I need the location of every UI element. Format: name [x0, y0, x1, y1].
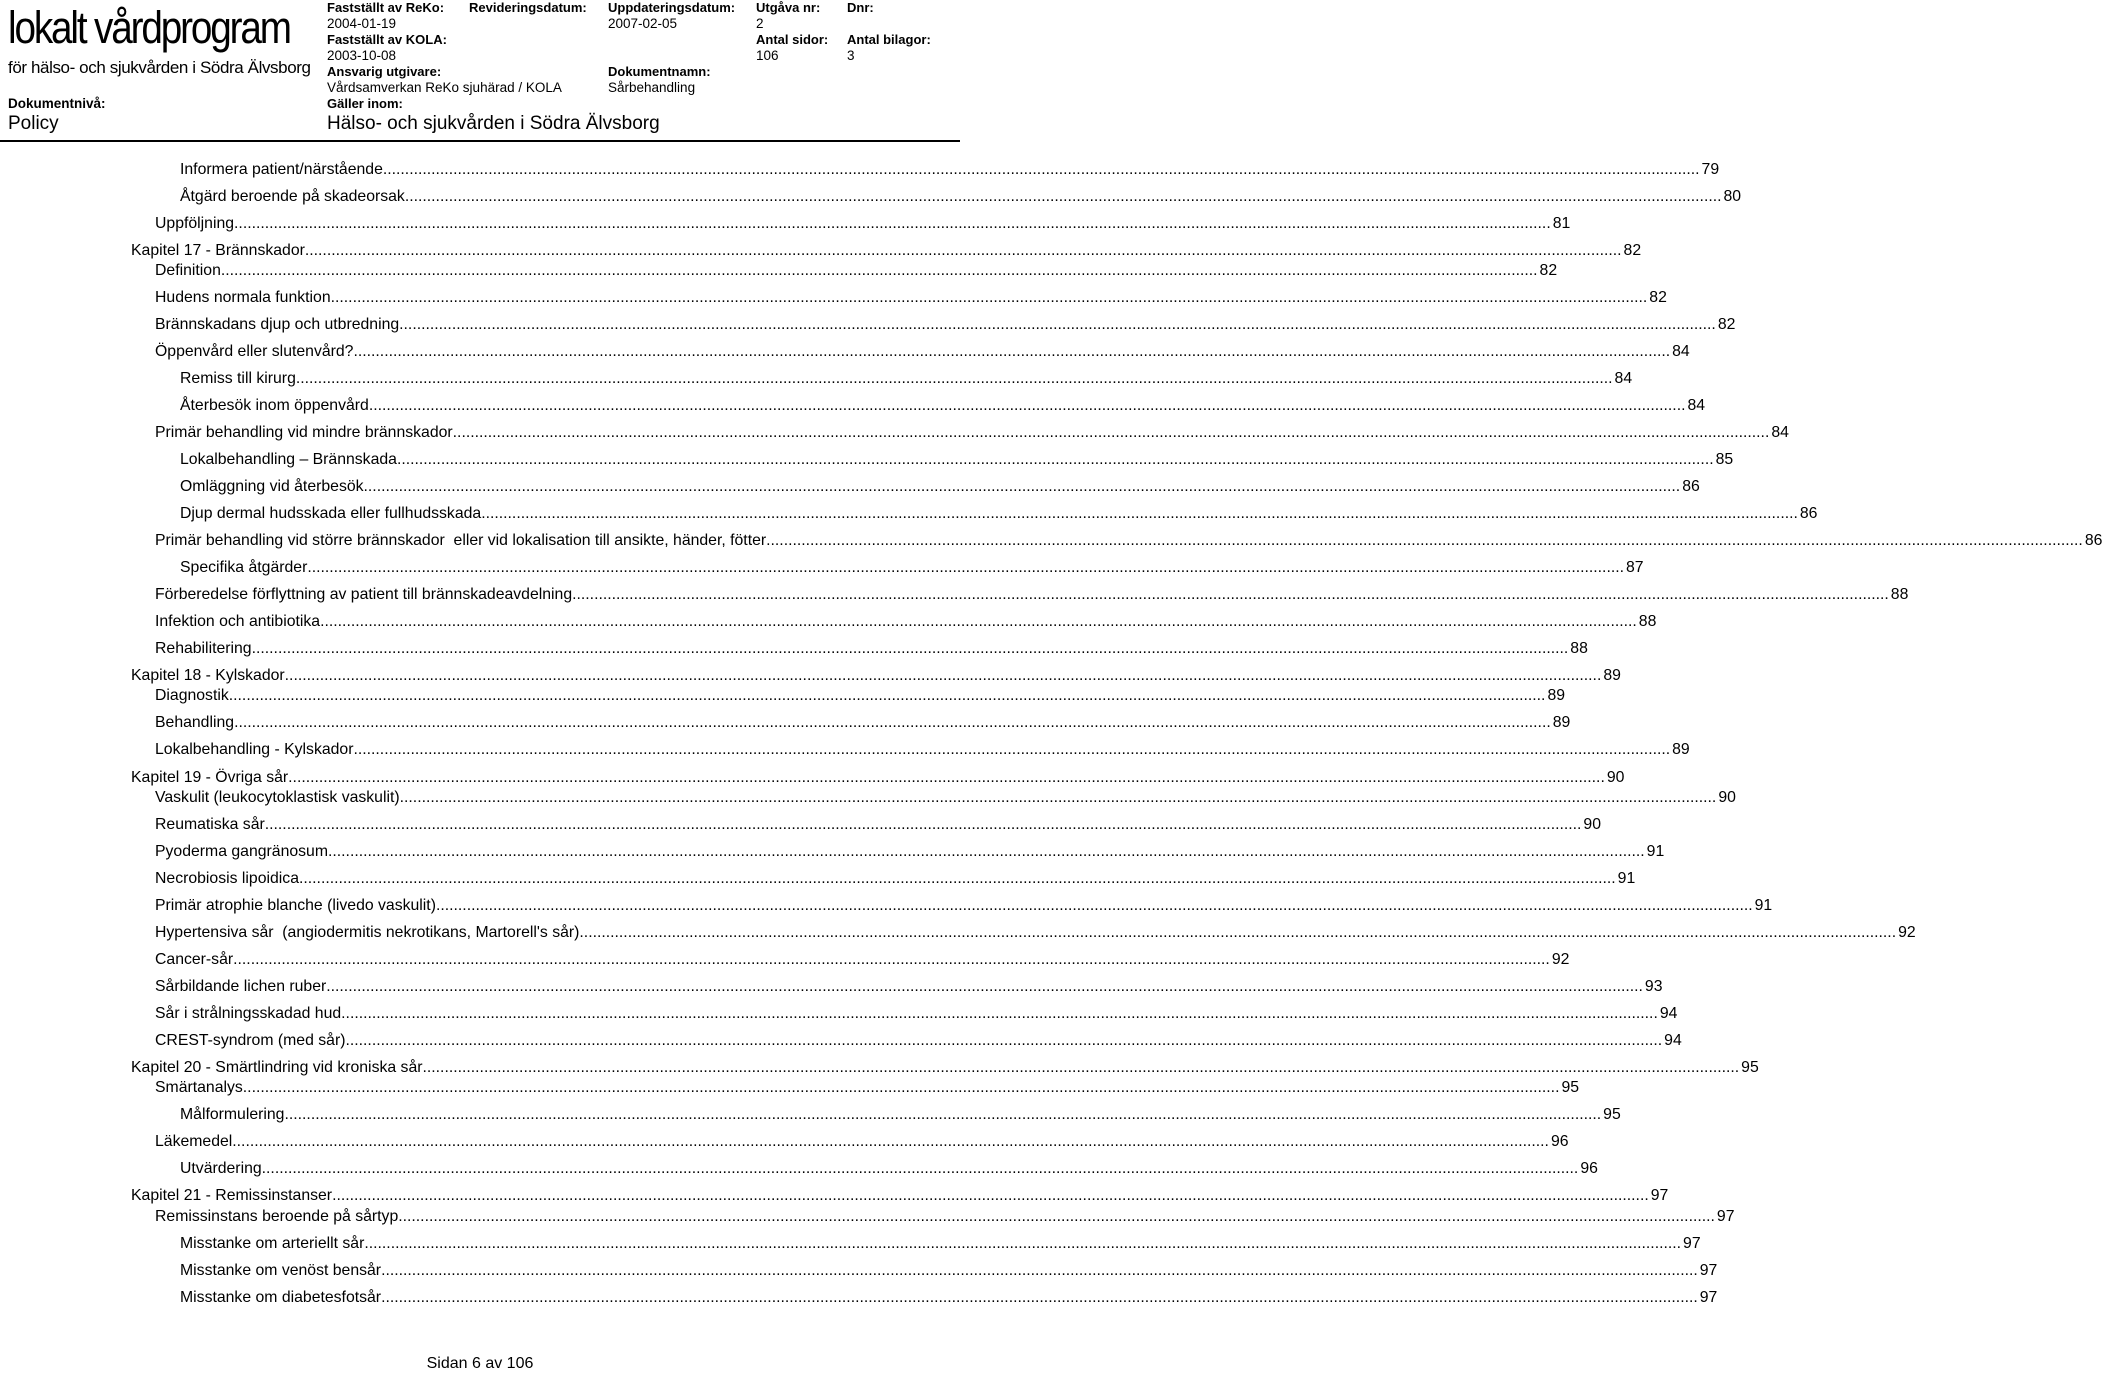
page-footer: Sidan 6 av 106: [426, 1355, 534, 1372]
toc-dot-leader: ............................................................................................................................................................................................................................................................................................................: [299, 870, 1616, 887]
toc-dot-leader: ............................................................................................................................................................................................................................................................................................................: [353, 343, 1671, 360]
toc-dot-leader: ............................................................................................................................................................................................................................................................................................................: [326, 978, 1643, 995]
toc-dot-leader: ............................................................................................................................................................................................................................................................................................................: [363, 478, 1681, 495]
toc-dot-leader: ............................................................................................................................................................................................................................................................................................................: [382, 161, 1700, 178]
toc-entry-title: CREST-syndrom (med sår): [155, 1032, 346, 1049]
toc-entry[interactable]: [155, 814, 1601, 836]
toc-entry[interactable]: [180, 1233, 1701, 1255]
toc-dot-leader: ............................................................................................................................................................................................................................................................................................................: [572, 586, 1889, 603]
toc-entry-title: Uppföljning: [155, 215, 235, 232]
toc-entry[interactable]: [155, 1003, 1678, 1025]
toc-dot-leader: ............................................................................................................................................................................................................................................................................................................: [251, 640, 1569, 657]
toc-dot-leader: ............................................................................................................................................................................................................................................................................................................: [261, 1160, 1579, 1177]
toc-entry-title: Remissinstans beroende på sårtyp: [155, 1208, 399, 1225]
toc-entry[interactable]: [155, 922, 1916, 944]
toc-entry[interactable]: [131, 1185, 1669, 1207]
toc-entry-title: Kapitel 20 - Smärtlindring vid kroniska sår: [131, 1059, 423, 1076]
toc-entry-page: 93: [1644, 978, 1663, 995]
toc-entry-page: 97: [1699, 1289, 1718, 1306]
toc-entry-page: 86: [1799, 505, 1818, 522]
toc-dot-leader: ............................................................................................................................................................................................................................................................................................................: [232, 1133, 1549, 1150]
toc-entry[interactable]: [155, 841, 1665, 863]
toc-entry-title: Kapitel 18 - Kylskador: [131, 667, 285, 684]
toc-entry-title: Primär behandling vid större brännskador eller vid lokalisation till ansikte, händer, fötter: [155, 532, 767, 549]
toc-entry[interactable]: [180, 503, 1818, 525]
toc-entry-title: Hypertensiva sår (angiodermitis nekrotikans, Martorell's sår): [155, 924, 580, 941]
toc-entry[interactable]: [155, 1030, 1682, 1052]
toc-entry-title: Reumatiska sår: [155, 816, 265, 833]
toc-entry-title: Utvärdering: [180, 1160, 262, 1177]
toc-dot-leader: ............................................................................................................................................................................................................................................................................................................: [381, 1262, 1698, 1279]
toc-entry-page: 84: [1771, 424, 1789, 441]
toc-entry[interactable]: [180, 1287, 1718, 1309]
toc-entry-title: Cancer-sår: [155, 951, 234, 968]
toc-entry-page: 95: [1741, 1059, 1759, 1076]
toc-dot-leader: ............................................................................................................................................................................................................................................................................................................: [364, 1235, 1682, 1252]
toc-dot-leader: ............................................................................................................................................................................................................................................................................................................: [228, 687, 1546, 704]
utgava-label: Utgåva nr:: [756, 0, 821, 15]
toc-dot-leader: ............................................................................................................................................................................................................................................................................................................: [399, 789, 1717, 806]
toc-entry[interactable]: [180, 449, 1734, 471]
toc-entry-title: Kapitel 19 - Övriga sår: [131, 769, 289, 786]
document-header: [0, 0, 960, 142]
toc-entry-page: 97: [1683, 1235, 1701, 1252]
toc-entry-title: Behandling: [155, 714, 235, 731]
toc-entry-page: 82: [1649, 289, 1667, 306]
toc-entry-title: Informera patient/närstående: [180, 161, 383, 178]
toc-entry-page: 87: [1626, 559, 1644, 576]
ansvarig-label: Ansvarig utgivare:: [327, 64, 442, 79]
toc-entry[interactable]: [155, 949, 1570, 971]
uppd-label: Uppdateringsdatum:: [608, 0, 736, 15]
toc-entry[interactable]: [131, 665, 1621, 687]
toc-dot-leader: ............................................................................................................................................................................................................................................................................................................: [579, 924, 1897, 941]
toc-entry-title: Lokalbehandling - Kylskador: [155, 741, 354, 758]
fastst-kola-label: Fastställt av KOLA:: [327, 32, 447, 47]
toc-entry-page: 90: [1606, 769, 1625, 786]
toc-entry[interactable]: [131, 767, 1625, 789]
toc-entry-title: Återbesök inom öppenvård: [180, 397, 369, 414]
toc-entry[interactable]: [155, 422, 1789, 444]
toc-entry-title: Remiss till kirurg: [180, 370, 296, 387]
galler-value: Hälso- och sjukvården i Södra Älvsborg: [327, 113, 660, 134]
toc-entry-title: Förberedelse förflyttning av patient till brännskadeavdelning: [155, 586, 573, 603]
toc-entry-page: 92: [1551, 951, 1570, 968]
toc-entry-title: Lokalbehandling – Brännskada: [180, 451, 397, 468]
toc-dot-leader: ............................................................................................................................................................................................................................................................................................................: [435, 897, 1753, 914]
toc-entry[interactable]: [180, 368, 1633, 390]
toc-dot-leader: ............................................................................................................................................................................................................................................................................................................: [284, 1106, 1602, 1123]
toc-dot-leader: ............................................................................................................................................................................................................................................................................................................: [345, 1032, 1663, 1049]
dokumentnamn-label: Dokumentnamn:: [608, 64, 711, 79]
toc-entry-page: 96: [1550, 1133, 1569, 1150]
revid-label: Revideringsdatum:: [469, 0, 587, 15]
toc-entry-title: Sår i strålningsskadad hud: [155, 1005, 342, 1022]
toc-entry[interactable]: [180, 1158, 1598, 1180]
toc-entry-page: 86: [1682, 478, 1700, 495]
toc-entry-page: 84: [1672, 343, 1690, 360]
toc-entry-page: 86: [2084, 532, 2102, 549]
toc-entry[interactable]: [180, 476, 1700, 498]
antal-bilagor-value: 3: [847, 48, 855, 63]
fastst-reko-value: 2004-01-19: [327, 16, 397, 31]
toc-entry-page: 94: [1664, 1032, 1682, 1049]
toc-entry-title: Brännskadans djup och utbredning: [155, 316, 400, 333]
toc-entry-title: Öppenvård eller slutenvård?: [155, 343, 354, 360]
toc-entry-page: 88: [1638, 613, 1657, 630]
toc-entry-page: 82: [1539, 262, 1558, 279]
toc-dot-leader: ............................................................................................................................................................................................................................................................................................................: [368, 397, 1686, 414]
brand-title: lokalt vårdprogram: [8, 2, 290, 53]
fastst-reko-label: Fastställt av ReKo:: [327, 0, 445, 15]
toc-entry[interactable]: [155, 739, 1690, 761]
toc-entry-title: Sårbildande lichen ruber: [155, 978, 327, 995]
toc-entry-page: 97: [1699, 1262, 1718, 1279]
toc-entry-page: 89: [1552, 714, 1571, 731]
toc-entry-title: Läkemedel: [155, 1133, 233, 1150]
toc-entry[interactable]: [155, 1131, 1569, 1153]
uppd-value: 2007-02-05: [608, 16, 678, 31]
toc-entry-title: Infektion och antibiotika: [155, 613, 321, 630]
toc-entry[interactable]: [155, 712, 1571, 734]
toc-dot-leader: ............................................................................................................................................................................................................................................................................................................: [481, 505, 1798, 522]
toc-entry[interactable]: [155, 1077, 1580, 1099]
toc-entry-page: 94: [1659, 1005, 1678, 1022]
toc-dot-leader: ............................................................................................................................................................................................................................................................................................................: [381, 1289, 1698, 1306]
toc-entry-page: 97: [1650, 1187, 1669, 1204]
toc-entry-page: 80: [1723, 188, 1742, 205]
toc-entry[interactable]: [155, 868, 1636, 890]
toc-entry[interactable]: [131, 240, 1642, 262]
toc-entry[interactable]: [155, 638, 1588, 660]
toc-entry-title: Rehabilitering: [155, 640, 252, 657]
toc-dot-leader: ............................................................................................................................................................................................................................................................................................................: [233, 951, 1550, 968]
antal-sidor-label: Antal sidor:: [756, 32, 829, 47]
toc-entry[interactable]: [155, 685, 1566, 707]
toc-entry-title: Primär behandling vid mindre brännskador: [155, 424, 453, 441]
toc-dot-leader: ............................................................................................................................................................................................................................................................................................................: [341, 1005, 1658, 1022]
toc-entry[interactable]: [155, 530, 2102, 552]
dokumentnamn-value: Sårbehandling: [608, 80, 696, 95]
toc-entry[interactable]: [180, 1260, 1718, 1282]
toc-entry[interactable]: [155, 895, 1773, 917]
toc-dot-leader: ............................................................................................................................................................................................................................................................................................................: [404, 188, 1722, 205]
toc-entry-page: 91: [1646, 843, 1665, 860]
toc-entry-title: Misstanke om arteriellt sår: [180, 1235, 365, 1252]
toc-entry[interactable]: [155, 287, 1667, 309]
toc-entry[interactable]: [155, 260, 1558, 282]
toc-entry-page: 82: [1717, 316, 1736, 333]
toc-entry-title: Primär atrophie blanche (livedo vaskulit): [155, 897, 436, 914]
toc-entry-title: Specifika åtgärder: [180, 559, 308, 576]
toc-dot-leader: ............................................................................................................................................................................................................................................................................................................: [264, 816, 1582, 833]
toc-dot-leader: ............................................................................................................................................................................................................................................................................................................: [234, 714, 1551, 731]
toc-dot-leader: ............................................................................................................................................................................................................................................................................................................: [320, 613, 1637, 630]
toc-entry-title: Djup dermal hudsskada eller fullhudsskada: [180, 505, 482, 522]
toc-entry-title: Kapitel 17 - Brännskador: [131, 242, 305, 259]
toc-dot-leader: ............................................................................................................................................................................................................................................................................................................: [332, 1187, 1649, 1204]
toc-entry-page: 96: [1580, 1160, 1598, 1177]
toc-entry-title: Omläggning vid återbesök: [180, 478, 364, 495]
toc-dot-leader: ............................................................................................................................................................................................................................................................................................................: [284, 667, 1602, 684]
doc-level-value: Policy: [8, 113, 59, 134]
toc-entry-title: Vaskulit (leukocytoklastisk vaskulit): [155, 789, 400, 806]
toc-entry-title: Åtgärd beroende på skadeorsak: [180, 188, 405, 205]
toc-dot-leader: ............................................................................................................................................................................................................................................................................................................: [766, 532, 2083, 549]
toc-dot-leader: ............................................................................................................................................................................................................................................................................................................: [295, 370, 1613, 387]
toc-entry[interactable]: [155, 314, 1736, 336]
utgava-value: 2: [756, 16, 764, 31]
toc-entry[interactable]: [155, 976, 1663, 998]
toc-entry-page: 90: [1718, 789, 1736, 806]
toc-entry-page: 82: [1623, 242, 1642, 259]
toc-entry-title: Hudens normala funktion: [155, 289, 331, 306]
toc-entry[interactable]: [180, 395, 1706, 417]
toc-dot-leader: ............................................................................................................................................................................................................................................................................................................: [304, 242, 1622, 259]
toc-entry-page: 84: [1614, 370, 1633, 387]
brand-subtitle: för hälso- och sjukvården i Södra Älvsborg: [8, 58, 311, 77]
toc-entry[interactable]: [155, 611, 1657, 633]
toc-dot-leader: ............................................................................................................................................................................................................................................................................................................: [422, 1059, 1740, 1076]
toc-entry-page: 92: [1898, 924, 1916, 941]
antal-sidor-value: 106: [756, 48, 779, 63]
toc-entry-page: 89: [1672, 741, 1690, 758]
toc-entry-title: Misstanke om venöst bensår: [180, 1262, 382, 1279]
toc-dot-leader: ............................................................................................................................................................................................................................................................................................................: [288, 769, 1605, 786]
toc-entry[interactable]: [180, 557, 1644, 579]
toc-dot-leader: ............................................................................................................................................................................................................................................................................................................: [399, 316, 1716, 333]
toc-entry-page: 90: [1583, 816, 1601, 833]
doc-level-label: Dokumentnivå:: [8, 96, 106, 111]
toc-entry-page: 95: [1561, 1079, 1580, 1096]
toc-entry-page: 97: [1716, 1208, 1735, 1225]
toc-entry-title: Målformulering: [180, 1106, 285, 1123]
toc-dot-leader: ............................................................................................................................................................................................................................................................................................................: [353, 741, 1671, 758]
toc-entry[interactable]: [155, 213, 1571, 235]
toc-entry[interactable]: [180, 159, 1720, 181]
toc-dot-leader: ............................................................................................................................................................................................................................................................................................................: [242, 1079, 1560, 1096]
toc-entry-page: 85: [1715, 451, 1734, 468]
toc-dot-leader: ............................................................................................................................................................................................................................................................................................................: [328, 843, 1645, 860]
toc-entry-page: 88: [1890, 586, 1909, 603]
toc-entry-title: Necrobiosis lipoidica: [155, 870, 299, 887]
toc-entry-page: 88: [1570, 640, 1588, 657]
toc-entry-title: Diagnostik: [155, 687, 229, 704]
toc-entry[interactable]: [155, 341, 1690, 363]
toc-dot-leader: ............................................................................................................................................................................................................................................................................................................: [307, 559, 1624, 576]
toc-entry-page: 89: [1547, 687, 1566, 704]
toc-entry-title: Pyoderma gangränosum: [155, 843, 328, 860]
toc-entry[interactable]: [131, 1057, 1759, 1079]
toc-entry-page: 95: [1603, 1106, 1621, 1123]
toc-entry-page: 89: [1603, 667, 1621, 684]
toc-dot-leader: ............................................................................................................................................................................................................................................................................................................: [234, 215, 1551, 232]
toc-dot-leader: ............................................................................................................................................................................................................................................................................................................: [398, 1208, 1715, 1225]
toc-dot-leader: ............................................................................................................................................................................................................................................................................................................: [452, 424, 1770, 441]
toc-entry[interactable]: [155, 1206, 1735, 1228]
toc-entry-title: Misstanke om diabetesfotsår: [180, 1289, 382, 1306]
toc-entry[interactable]: [180, 1104, 1621, 1126]
toc-entry-page: 81: [1552, 215, 1571, 232]
toc-entry-page: 91: [1754, 897, 1773, 914]
toc-entry-title: Smärtanalys: [155, 1079, 243, 1096]
toc-entry-page: 84: [1687, 397, 1706, 414]
toc-entry-page: 91: [1617, 870, 1636, 887]
toc-entry[interactable]: [180, 186, 1742, 208]
toc-entry-title: Definition: [155, 262, 221, 279]
toc-entry[interactable]: [155, 787, 1736, 809]
galler-label: Gäller inom:: [327, 96, 403, 111]
antal-bilagor-label: Antal bilagor:: [847, 32, 931, 47]
toc-entry-title: Kapitel 21 - Remissinstanser: [131, 1187, 333, 1204]
toc-entry[interactable]: [155, 584, 1909, 606]
ansvarig-value: Vårdsamverkan ReKo sjuhärad / KOLA: [327, 80, 562, 95]
fastst-kola-value: 2003-10-08: [327, 48, 397, 63]
toc-dot-leader: ............................................................................................................................................................................................................................................................................................................: [396, 451, 1714, 468]
dnr-label: Dnr:: [847, 0, 874, 15]
toc-entry-page: 79: [1701, 161, 1720, 178]
toc-dot-leader: ............................................................................................................................................................................................................................................................................................................: [220, 262, 1538, 279]
toc-dot-leader: ............................................................................................................................................................................................................................................................................................................: [330, 289, 1648, 306]
